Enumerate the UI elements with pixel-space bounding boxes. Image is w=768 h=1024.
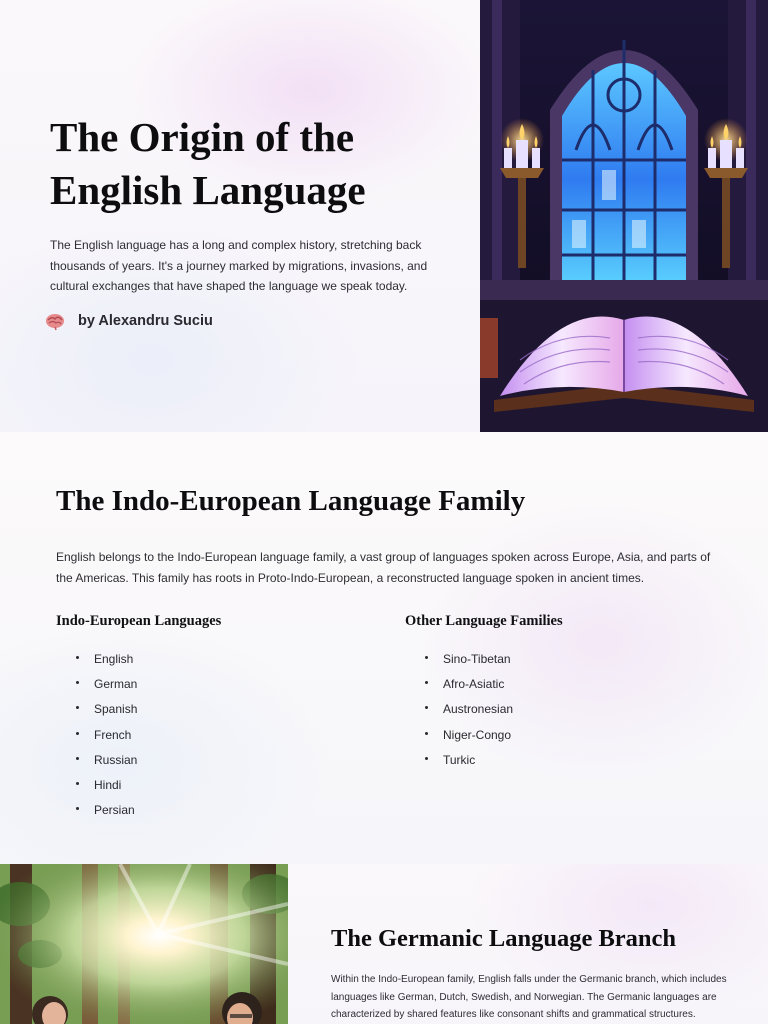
section-title: The Germanic Language Branch (331, 925, 677, 952)
bullet-icon (76, 656, 79, 659)
list-item-label: French (94, 727, 132, 742)
bullet-icon (76, 706, 79, 709)
bullet-icon (425, 757, 428, 760)
language-list (405, 647, 725, 773)
column-title: Indo-European Languages (56, 613, 222, 629)
page-title: The Origin of the English Language (50, 114, 366, 213)
bullet-icon (425, 706, 428, 709)
list-item-label: Russian (94, 752, 138, 767)
indo-european-languages-column (56, 613, 376, 823)
list-item-label: Austronesian (443, 702, 514, 717)
intro-description: The English language has a long and complex history, stretching back thousands of years. It's a journey marked by migrations, invasions, and cultural exchanges that have shaped the language we speak today. (50, 238, 428, 293)
bullet-icon (76, 681, 79, 684)
germanic-branch-slide (0, 864, 768, 1024)
section-description: English belongs to the Indo-European language family, a vast group of languages spoken across Europe, Asia, and parts of the Americas. This family has roots in Proto-Indo-European, a reconstructed language spoken in ancient times. (56, 550, 711, 585)
list-item-label: Turkic (443, 752, 476, 767)
list-item (56, 672, 376, 697)
list-item-label: Persian (94, 803, 135, 818)
list-item (405, 723, 725, 748)
stained-glass-window-open-book-image (480, 0, 768, 432)
bullet-icon (425, 732, 428, 735)
list-item (56, 773, 376, 798)
section-title: The Indo-European Language Family (56, 485, 526, 517)
bullet-icon (76, 807, 79, 810)
bullet-icon (76, 757, 79, 760)
section-description: Within the Indo-European family, English falls under the Germanic branch, which includes languages like German, Dutch, Swedish, and Norwegian. The Germanic languages are characterized by shared features like consonant shifts and grammatical structures. (331, 974, 727, 1020)
list-item-label: German (94, 677, 138, 692)
bullet-icon (425, 656, 428, 659)
list-item (56, 748, 376, 773)
list-item-label: English (94, 652, 134, 666)
column-title: Other Language Families (405, 613, 563, 629)
list-item (56, 723, 376, 748)
author-byline (44, 308, 213, 334)
indo-european-slide (0, 432, 768, 864)
list-item-label: Niger-Congo (443, 727, 512, 742)
list-item-label: Hindi (94, 777, 122, 792)
list-item (405, 647, 725, 672)
list-item (56, 697, 376, 722)
sunlit-forest-people-image (0, 864, 288, 1024)
list-item-label: Spanish (94, 702, 138, 717)
bullet-icon (425, 681, 428, 684)
title-slide (0, 0, 768, 432)
list-item (56, 647, 376, 672)
list-item (405, 697, 725, 722)
list-item (405, 748, 725, 773)
author-avatar (44, 310, 66, 332)
list-item (405, 672, 725, 697)
author-name: by Alexandru Suciu (78, 313, 213, 329)
language-list (56, 647, 376, 823)
bullet-icon (76, 732, 79, 735)
list-item-label: Sino-Tibetan (443, 652, 511, 666)
list-item-label: Afro-Asiatic (443, 677, 505, 692)
bullet-icon (76, 782, 79, 785)
list-item (56, 798, 376, 823)
other-language-families-column (405, 613, 725, 773)
